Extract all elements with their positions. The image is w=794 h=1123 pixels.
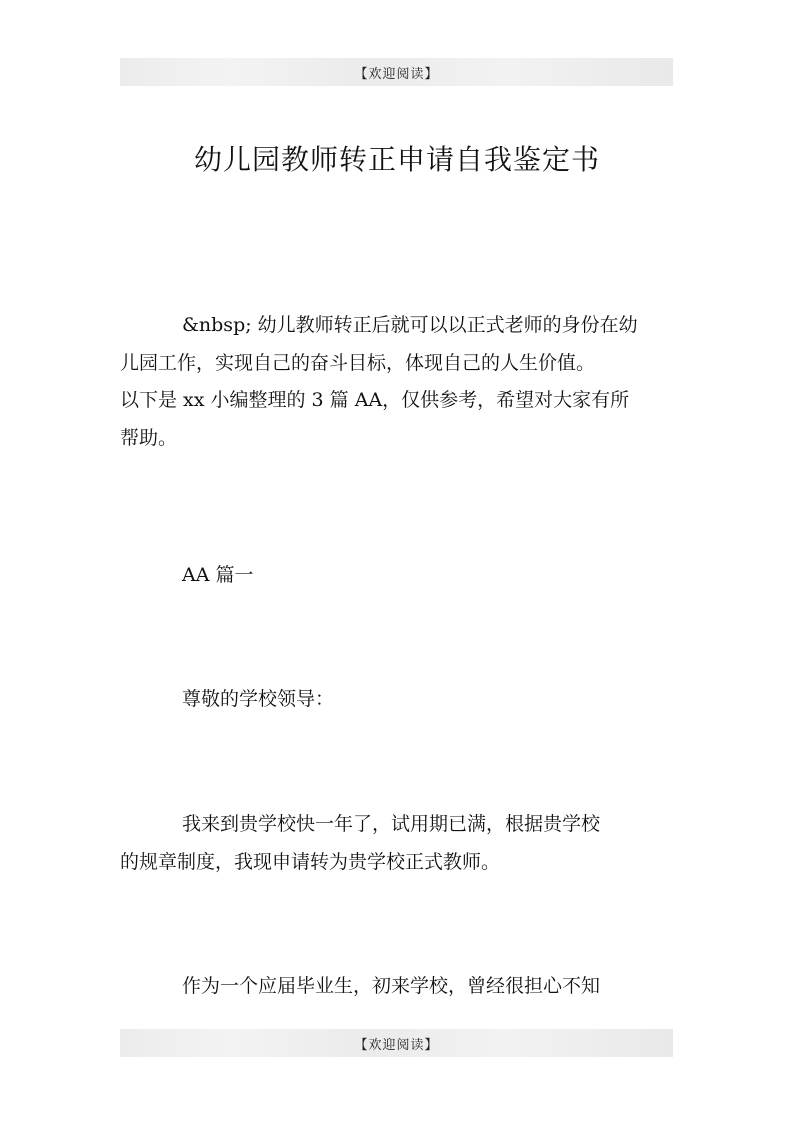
intro-paragraph — [120, 307, 676, 457]
salutation — [120, 681, 676, 719]
paragraph-line: 的规章制度，我现申请转为贵学校正式教师。 — [120, 850, 501, 873]
salutation-text: 尊敬的学校领导： — [182, 688, 335, 710]
header-banner-label: 【欢迎阅读】 — [354, 66, 439, 82]
footer-banner — [120, 1029, 673, 1057]
intro-line: 帮助。 — [120, 426, 178, 449]
footer-banner-label: 【欢迎阅读】 — [354, 1037, 439, 1053]
body-paragraph-2 — [120, 968, 676, 1006]
document-title: 幼儿园教师转正申请自我鉴定书 — [193, 143, 600, 176]
intro-line: &nbsp; 幼儿教师转正后就可以以正式老师的身份在幼 — [182, 314, 638, 336]
paragraph-line: 我来到贵学校快一年了，试用期已满，根据贵学校 — [182, 813, 601, 835]
section-heading — [120, 557, 676, 595]
section-heading-text: AA 篇一 — [182, 564, 254, 586]
header-banner — [120, 58, 673, 86]
intro-line: 以下是 xx 小编整理的 3 篇 AA，仅供参考，希望对大家有所 — [120, 389, 630, 411]
body-paragraph-1 — [120, 806, 676, 881]
paragraph-line: 作为一个应届毕业生，初来学校，曾经很担心不知 — [182, 975, 601, 997]
intro-line: 儿园工作，实现自己的奋斗目标，体现自己的人生价值。 — [120, 351, 596, 374]
